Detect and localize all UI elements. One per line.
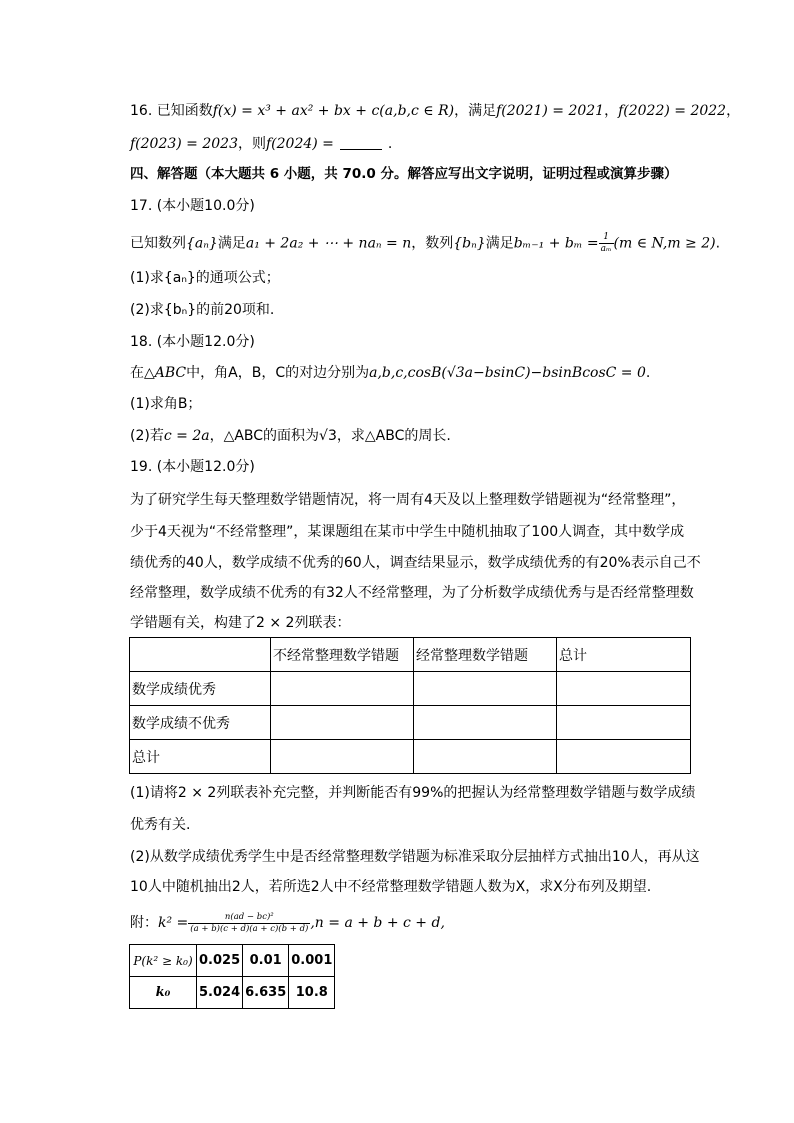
q17-text: 满足	[485, 235, 514, 252]
row-label: 数学成绩不优秀	[130, 706, 271, 740]
table-cell: 0.01	[243, 945, 289, 977]
q16-ask: f(2024) =	[266, 136, 334, 152]
q17-text: .	[715, 235, 721, 252]
q19-paragraph-line: 少于4天视为“不经常整理”，某课题组在某市中学生中随机抽取了100人调查，其中数学成	[130, 524, 685, 540]
q19-part1: (1)请将2 × 2列联表补充完整，并判断能否有99%的把握认为经常整理数学错题与数学成绩	[130, 785, 696, 801]
q17-part1: (1)求{aₙ}的通项公式；	[130, 270, 280, 286]
table-row	[130, 945, 335, 977]
q17-part2: (2)求{bₙ}的前20项和.	[130, 302, 275, 318]
q17-eq: a₁ + 2a₂ + ⋯ + naₙ = n	[245, 235, 412, 252]
table-cell	[271, 706, 414, 740]
table-cell	[557, 672, 691, 706]
q16-text: 16. 已知函数	[130, 103, 213, 119]
q17-text: 满足	[217, 235, 246, 252]
table-cell: 5.024	[197, 977, 243, 1009]
q18-part1: (1)求角B；	[130, 396, 202, 412]
table-cell	[557, 706, 691, 740]
table-cell	[271, 672, 414, 706]
q17-eq: (m ∈ N,m ≥ 2)	[613, 235, 716, 252]
row-label: 数学成绩优秀	[130, 672, 271, 706]
row-label: P(k² ≥ k₀)	[130, 945, 197, 977]
q19-paragraph-line: 绩优秀的40人，数学成绩不优秀的60人，调查结果显示，数学成绩优秀的有20%表示自己不	[130, 555, 701, 571]
q19-header: 19. (本小题12.0分)	[130, 459, 255, 475]
table-cell	[414, 740, 557, 774]
q18-text: ，△ABC的面积为√3，求△ABC的周长.	[209, 428, 451, 444]
q18-eq: a,b,c,cosB(√3a−bsinC)−bsinBcosC = 0	[369, 365, 646, 381]
row-label: k₀	[130, 977, 197, 1009]
q18-tri: △ABC	[144, 365, 187, 381]
table-header: 总计	[557, 638, 691, 672]
appendix-k2: k² =	[158, 915, 189, 931]
critical-value-table	[129, 944, 335, 1009]
q18-text: .	[645, 365, 651, 381]
appendix-label: 附：	[130, 915, 158, 931]
table-cell	[414, 706, 557, 740]
table-cell	[271, 740, 414, 774]
q17-text: ，数列	[411, 235, 454, 252]
q16-cond: f(2021) = 2021	[496, 103, 605, 119]
q17-stem	[130, 232, 720, 255]
q17-text: 已知数列	[130, 235, 186, 252]
table-cell: 0.025	[197, 945, 243, 977]
q16-sep: ，	[604, 103, 619, 119]
q18-stem	[130, 363, 650, 383]
table-row	[130, 706, 691, 740]
appendix-fraction: $\frac{\text{n(ad − bc)²}}{(a + b)(c + d)(a + c)(b + d)}$	[190, 911, 309, 934]
table-cell: 6.635	[243, 977, 289, 1009]
section-title: 四、解答题（本大题共 6 小题，共 70.0 分。解答应写出文字说明，证明过程或演算步骤）	[130, 166, 678, 182]
q18-header: 18. (本小题12.0分)	[130, 334, 255, 350]
q19-part2: 10人中随机抽出2人，若所选2人中不经常整理数学错题人数为X，求X分布列及期望.	[130, 879, 652, 895]
table-cell	[414, 672, 557, 706]
q16-sep: ，	[726, 103, 741, 119]
q18-text: 在	[130, 365, 144, 381]
q17-seq: {aₙ}	[186, 235, 218, 252]
q19-part2: (2)从数学成绩优秀学生中是否经常整理数学错题为标准采取分层抽样方式抽出10人，再从这	[130, 849, 700, 865]
table-cell: 0.001	[289, 945, 335, 977]
table-row	[130, 977, 335, 1009]
table-cell	[557, 740, 691, 774]
table-cell	[130, 638, 271, 672]
q18-text: 中，角A，B，C的对边分别为	[186, 365, 370, 381]
q17-eq: bₘ₋₁ + bₘ =	[513, 235, 599, 252]
answer-blank	[340, 149, 382, 150]
q19-paragraph-line: 经常整理，数学成绩不优秀的有32人不经常整理，为了分析数学成绩优秀与是否经常整理数	[130, 585, 694, 601]
q16-line2	[130, 134, 392, 154]
row-label: 总计	[130, 740, 271, 774]
q16-cond: f(2022) = 2022	[618, 103, 727, 119]
q17-fraction: $\frac{1}{\text{aₘ}}$	[600, 232, 612, 254]
q16-cond: f(2023) = 2023	[130, 136, 238, 152]
q16-text: ，则	[238, 136, 266, 152]
table-row	[130, 672, 691, 706]
q18-part2	[130, 426, 451, 446]
table-row	[130, 638, 691, 672]
q17-header: 17. (本小题10.0分)	[130, 198, 255, 214]
table-header: 经常整理数学错题	[414, 638, 557, 672]
contingency-table	[129, 637, 691, 774]
q19-part1: 优秀有关.	[130, 817, 191, 833]
table-header: 不经常整理数学错题	[271, 638, 414, 672]
q19-paragraph-line: 为了研究学生每天整理数学错题情况，将一周有4天及以上整理数学错题视为“经常整理”，	[130, 492, 686, 508]
table-cell: 10.8	[289, 977, 335, 1009]
q16-period: .	[387, 136, 393, 152]
q17-seq: {bₙ}	[453, 235, 486, 252]
appendix-tail: ,n = a + b + c + d,	[310, 915, 445, 931]
q16-text: ，满足	[454, 103, 497, 119]
q18-eq: c = 2a	[163, 428, 210, 444]
q16-line1	[130, 101, 740, 121]
q16-formula: f(x) = x³ + ax² + bx + c(a,b,c ∈ R)	[212, 103, 455, 119]
q18-text: (2)若	[130, 428, 164, 444]
q19-paragraph-line: 学错题有关，构建了2 × 2列联表：	[130, 615, 351, 631]
table-row	[130, 740, 691, 774]
appendix-formula	[130, 909, 445, 937]
